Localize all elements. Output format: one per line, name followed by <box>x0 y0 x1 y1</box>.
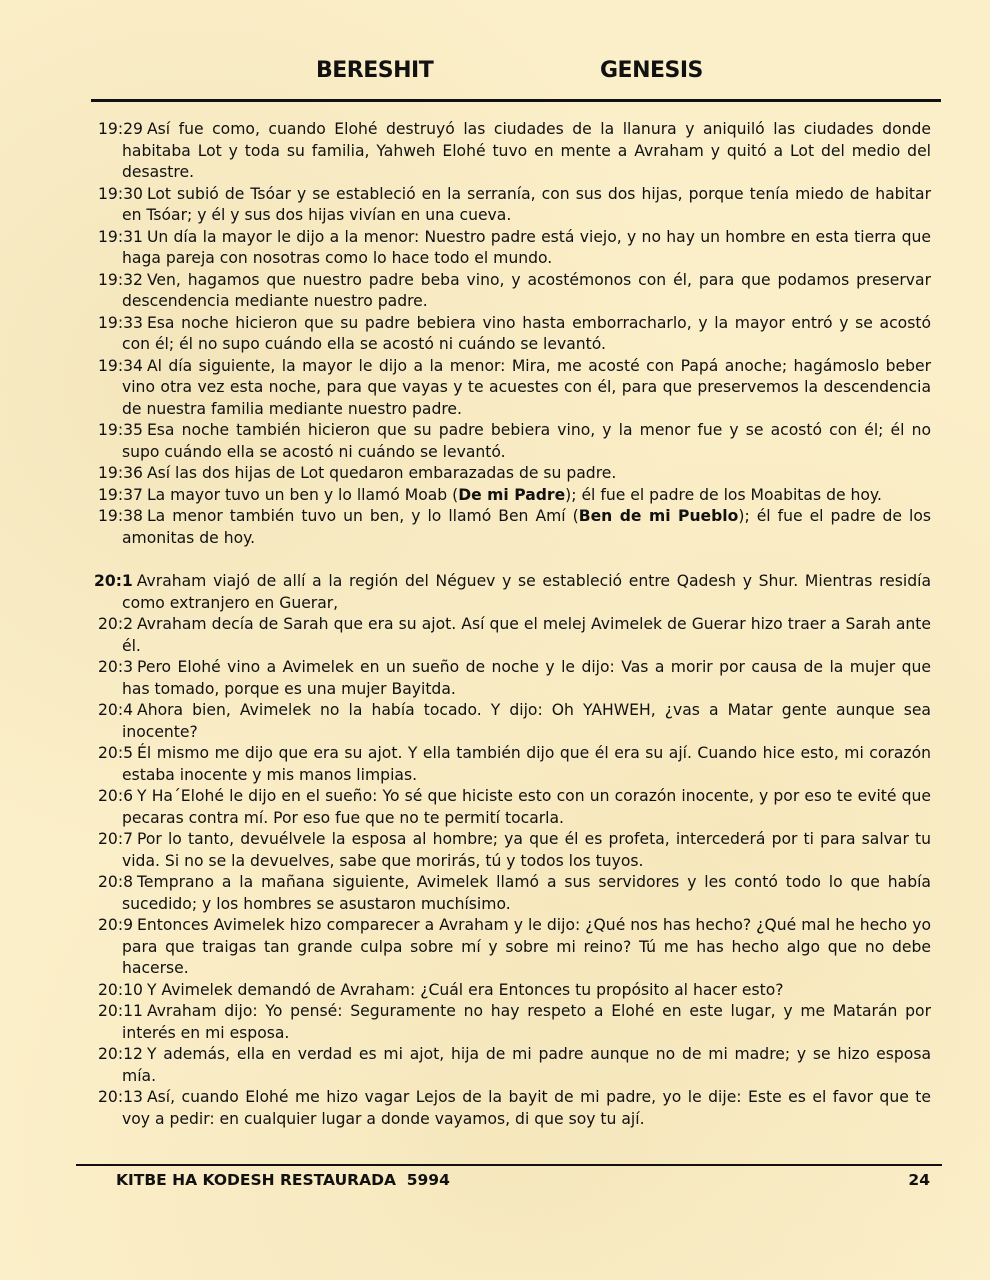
verse-number: 20:2 <box>98 615 134 633</box>
footer-book-title: KITBE HA KODESH RESTAURADA 5994 <box>116 1171 450 1189</box>
verse <box>96 119 931 184</box>
verse <box>96 485 931 507</box>
verse-text: Pero Elohé vino a Avimelek en un sueño de noche y le dijo: Vas a morir por causa de la mujer que has tomado, porque es una mujer Bayitda. <box>122 658 931 698</box>
verse-number: 20:11 <box>98 1002 143 1020</box>
verse <box>96 915 931 980</box>
verse-number: 19:35 <box>98 421 143 439</box>
verse-text: Y Ha´Elohé le dijo en el sueño: Yo sé que hiciste esto con un corazón inocente, y por eso te evité que pecaras contra mí. Por eso fue que no te permití tocarla. <box>122 787 931 827</box>
verse-number: 20:13 <box>98 1088 143 1106</box>
verse <box>96 227 931 270</box>
verse <box>96 356 931 421</box>
verse <box>96 980 931 1002</box>
verse-number: 19:37 <box>98 485 143 504</box>
verse <box>96 506 931 549</box>
page-footer <box>0 1171 990 1193</box>
verse-number: 19:32 <box>98 270 143 289</box>
verse <box>96 700 931 743</box>
verse-text: Así, cuando Elohé me hizo vagar Lejos de la bayit de mi padre, yo le dije: Este es el favor que te voy a pedir: en cualquier lugar a donde vayamos, di que soy tu ají. <box>122 1088 931 1128</box>
verse <box>96 829 931 872</box>
verse-text: Por lo tanto, devuélvele la esposa al hombre; ya que él es profeta, intercederá por ti para salvar tu vida. Si no se la devuelves, sabe que morirás, tú y todos los tuyos. <box>122 830 931 870</box>
verse-number: 19:30 <box>98 184 143 203</box>
page-number: 24 <box>908 1171 930 1189</box>
verse-text: Esa noche también hicieron que su padre bebiera vino, y la menor fue y se acostó con él; él no supo cuándo ella se acostó ni cuándo se levantó. <box>122 421 931 461</box>
verse-number: 19:33 <box>98 313 143 332</box>
verse-number: 20:10 <box>98 980 143 999</box>
verse-number: 20:6 <box>98 787 134 805</box>
verse-number: 20:7 <box>98 830 134 848</box>
page-header <box>0 58 990 90</box>
verse-text: Así fue como, cuando Elohé destruyó las ciudades de la llanura y aniquiló las ciudades donde habitaba Lot y toda su familia, Yahweh Elohé tuvo en mente a Avraham y quitó a Lot del medio del desastre. <box>122 120 931 181</box>
header-title-spanish: GENESIS <box>600 58 703 83</box>
verse-number: 20:8 <box>98 873 134 891</box>
verse <box>96 184 931 227</box>
verse-number: 20:5 <box>98 744 134 762</box>
chapter-start-number: 20:1 <box>94 572 133 590</box>
verse-text: Y además, ella en verdad es mi ajot, hija de mi padre aunque no de mi madre; y se hizo esposa mía. <box>122 1045 931 1085</box>
verse-number: 19:31 <box>98 227 143 246</box>
verse-number: 19:34 <box>98 356 143 375</box>
verse-text: Él mismo me dijo que era su ajot. Y ella también dijo que él era su ají. Cuando hice esto, mi corazón estaba inocente y mis manos limpias. <box>122 744 931 784</box>
verse <box>96 1001 931 1044</box>
verse-text: Al día siguiente, la mayor le dijo a la menor: Mira, me acosté con Papá anoche; hagámoslo beber vino otra vez esta noche, para que vayas y te acuestes con él, para que preservemos la descendencia de nuestra familia mediante nuestro padre. <box>122 356 931 418</box>
verse <box>96 1087 931 1130</box>
verse-text: Temprano a la mañana siguiente, Avimelek llamó a sus servidores y les contó todo lo que había sucedido; y los hombres se asustaron muchísimo. <box>122 873 931 913</box>
verse-number: 20:9 <box>98 916 134 934</box>
chapter-break <box>96 549 931 571</box>
footer-rule <box>76 1164 942 1166</box>
verse-number: 19:38 <box>98 507 143 525</box>
verse <box>96 872 931 915</box>
verse-text: La menor también tuvo un ben, y lo llamó Ben Amí ( <box>146 507 579 525</box>
verse-text: ); él fue el padre de los amonitas de hoy. <box>122 507 932 547</box>
verse-text: Ven, hagamos que nuestro padre beba vino, y acostémonos con él, para que podamos preservar descendencia mediante nuestro padre. <box>122 270 931 310</box>
verse <box>96 657 931 700</box>
verse-number: 20:3 <box>98 658 134 676</box>
verse <box>96 313 931 356</box>
verse-text: Entonces Avimelek hizo comparecer a Avraham y le dijo: ¿Qué nos has hecho? ¿Qué mal he hecho yo para que traigas tan grande culpa sobre mí y sobre mi reino? Tú me has hecho algo que no debe hacerse. <box>122 916 931 977</box>
verse <box>96 571 931 614</box>
verse <box>96 420 931 463</box>
verse-text: Avraham viajó de allí a la región del Néguev y se estableció entre Qadesh y Shur. Mientras residía como extranjero en Guerar, <box>122 572 931 612</box>
verse-number: 20:12 <box>98 1045 143 1063</box>
verse-number: 19:29 <box>98 120 143 138</box>
name-meaning: De mi Padre <box>458 485 566 504</box>
verse-text: Avraham decía de Sarah que era su ajot. Así que el melej Avimelek de Guerar hizo traer a Sarah ante él. <box>122 615 931 655</box>
name-meaning: Ben de mi Pueblo <box>578 507 739 525</box>
verse <box>96 614 931 657</box>
verse-text: Avraham dijo: Yo pensé: Seguramente no hay respeto a Elohé en este lugar, y me Matarán por interés en mi esposa. <box>122 1002 931 1042</box>
verse <box>96 1044 931 1087</box>
verse-number: 20:4 <box>98 701 134 719</box>
header-rule <box>91 99 941 102</box>
verse-text: ); él fue el padre de los Moabitas de hoy. <box>565 485 882 504</box>
verse <box>96 270 931 313</box>
verse <box>96 743 931 786</box>
verse <box>96 786 931 829</box>
verse <box>96 463 931 485</box>
verse-text: Ahora bien, Avimelek no la había tocado. Y dijo: Oh YAHWEH, ¿vas a Matar gente aunque sea inocente? <box>122 701 931 741</box>
verse-text: Lot subió de Tsóar y se estableció en la serranía, con sus dos hijas, porque tenía miedo de habitar en Tsóar; y él y sus dos hijas vivían en una cueva. <box>122 184 931 224</box>
verse-text: Así las dos hijas de Lot quedaron embarazadas de su padre. <box>146 464 617 482</box>
verse-text: La mayor tuvo un ben y lo llamó Moab ( <box>146 485 459 504</box>
verse-text: Y Avimelek demandó de Avraham: ¿Cuál era Entonces tu propósito al hacer esto? <box>146 980 784 999</box>
verse-text: Esa noche hicieron que su padre bebiera vino hasta emborracharlo, y la mayor entró y se acostó con él; él no supo cuándo ella se acostó ni cuándo se levantó. <box>122 313 931 353</box>
header-title-hebrew: BERESHIT <box>316 58 434 83</box>
verse-number: 19:36 <box>98 464 143 482</box>
verse-text: Un día la mayor le dijo a la menor: Nuestro padre está viejo, y no hay un hombre en esta tierra que haga pareja con nosotras como lo hace todo el mundo. <box>122 227 931 267</box>
scripture-text <box>96 119 931 1130</box>
